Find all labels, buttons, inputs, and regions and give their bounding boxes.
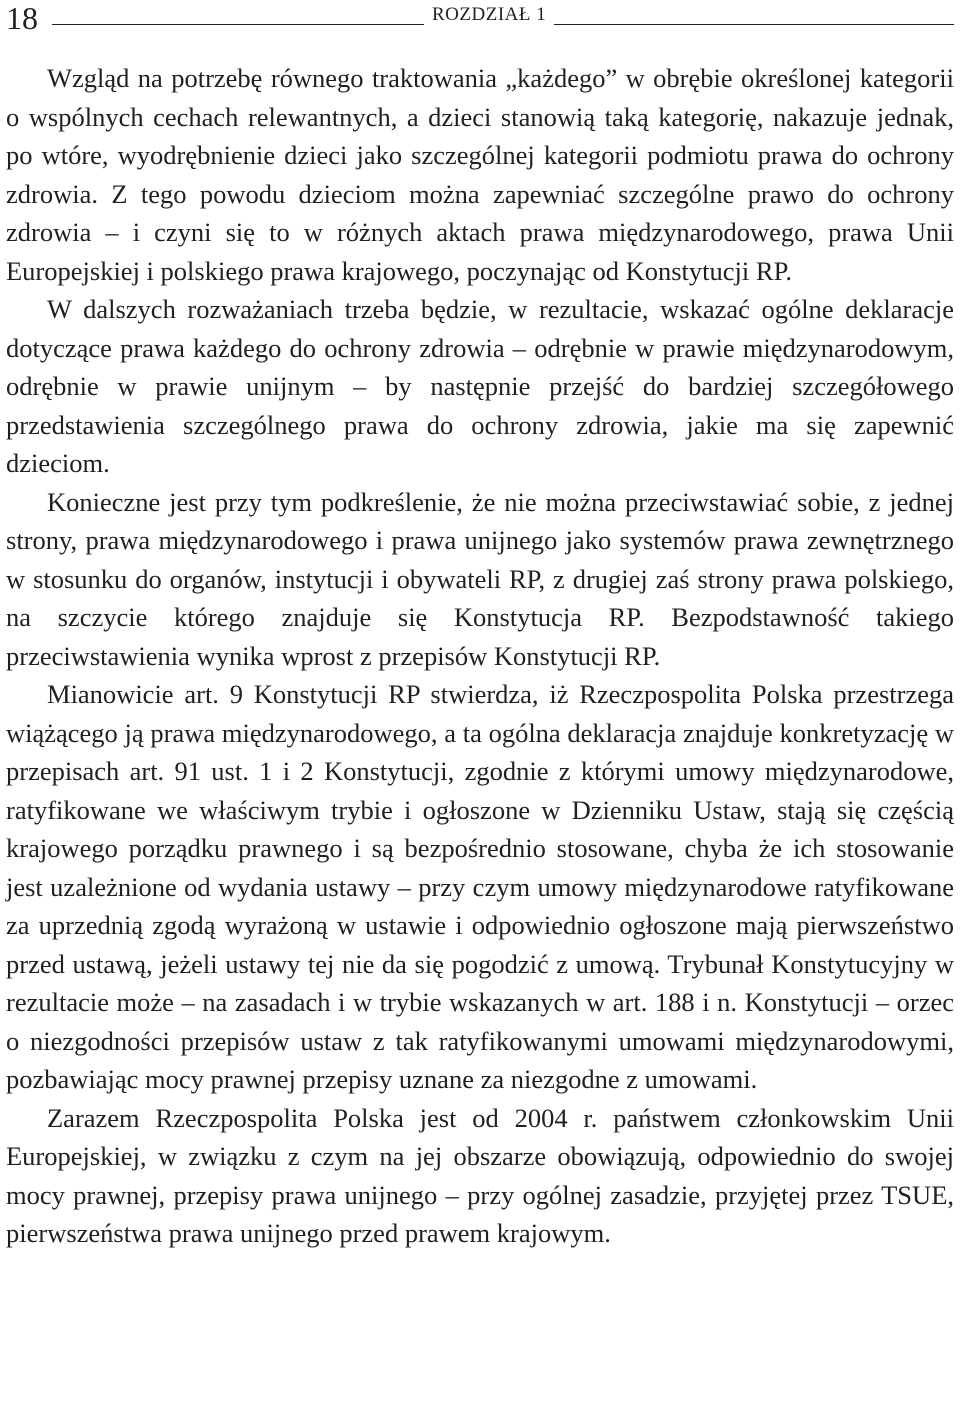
page-number: 18 [6, 0, 38, 36]
book-page [6, 0, 954, 1420]
body-text [6, 59, 954, 1253]
paragraph: Wzgląd na potrzebę równego traktowania „każdego” w obrębie określonej kategorii o wspólnych cechach relewantnych, a dzieci stanowią taką kategorię, nakazuje jednak, po wtóre, wyodrębnienie dzieci jako szczególnej kategorii podmiotu prawa do ochrony zdrowia. Z tego powodu dzieciom można zapewniać szczególne prawo do ochrony zdrowia – i czyni się to w różnych aktach prawa międzynarodowego, prawa Unii Europejskiej i polskiego prawa krajowego, poczynając od Konstytucji RP. [6, 63, 954, 286]
running-head: ROZDZIAŁ 1 [424, 4, 554, 26]
paragraph: W dalszych rozważaniach trzeba będzie, w rezultacie, wskazać ogólne deklaracje dotyczące prawa każdego do ochrony zdrowia – odrębnie w prawie międzynarodowym, odrębnie w prawie unijnym – by następnie przejść do bardziej szczegółowego przedstawienia szczególnego prawa do ochrony zdrowia, jakie ma się zapewnić dzieciom. [6, 294, 954, 478]
paragraph: Zarazem Rzeczpospolita Polska jest od 2004 r. państwem członkowskim Unii Europejskiej, w związku z czym na jej obszarze obowiązują, odpowiednio do swojej mocy prawnej, przepisy prawa unijnego – przy ogólnej zasadzie, przyjętej przez TSUE, pierwszeństwa prawa unijnego przed prawem krajowym. [6, 1102, 954, 1248]
paragraph: Konieczne jest przy tym podkreślenie, że nie można przeciwstawiać sobie, z jednej strony, prawa międzynarodowego i prawa unijnego jako systemów prawa zewnętrznego w stosunku do organów, instytucji i obywateli RP, z drugiej zaś strony prawa polskiego, na szczycie którego znajduje się Konstytucja RP. Bezpodstawność takiego przeciwstawienia wynika wprost z przepisów Konstytucji RP. [6, 486, 954, 671]
page-header [6, 0, 954, 40]
paragraph: Mianowicie art. 9 Konstytucji RP stwierdza, iż Rzeczpospolita Polska przestrzega wiążącego ją prawa międzynarodowego, a ta ogólna deklaracja znajduje konkretyzację w przepisach art. 91 ust. 1 i 2 Konstytucji, zgodnie z którymi umowy międzynarodowe, ratyfikowane we właściwym trybie i ogłoszone w Dzienniku Ustaw, stają się częścią krajowego porządku prawnego i są bezpośrednio stosowane, chyba że ich stosowanie jest uzależnione od wydania ustawy – przy czym umowy międzynarodowe ratyfikowane za uprzednią zgodą wyrażoną w ustawie i odpowiednio ogłoszone mają pierwszeństwo przed ustawą, jeżeli ustawy tej nie da się pogodzić z umową. Trybunał Konstytucyjny w rezultacie może – na zasadach i w trybie wskazanych w art. 188 i n. Konstytucji – orzec o niezgodności przepisów ustaw z tak ratyfikowanymi umowami międzynarodowymi, pozbawiając mocy prawnej przepisy uznane za niezgodne z umowami. [6, 679, 954, 1094]
